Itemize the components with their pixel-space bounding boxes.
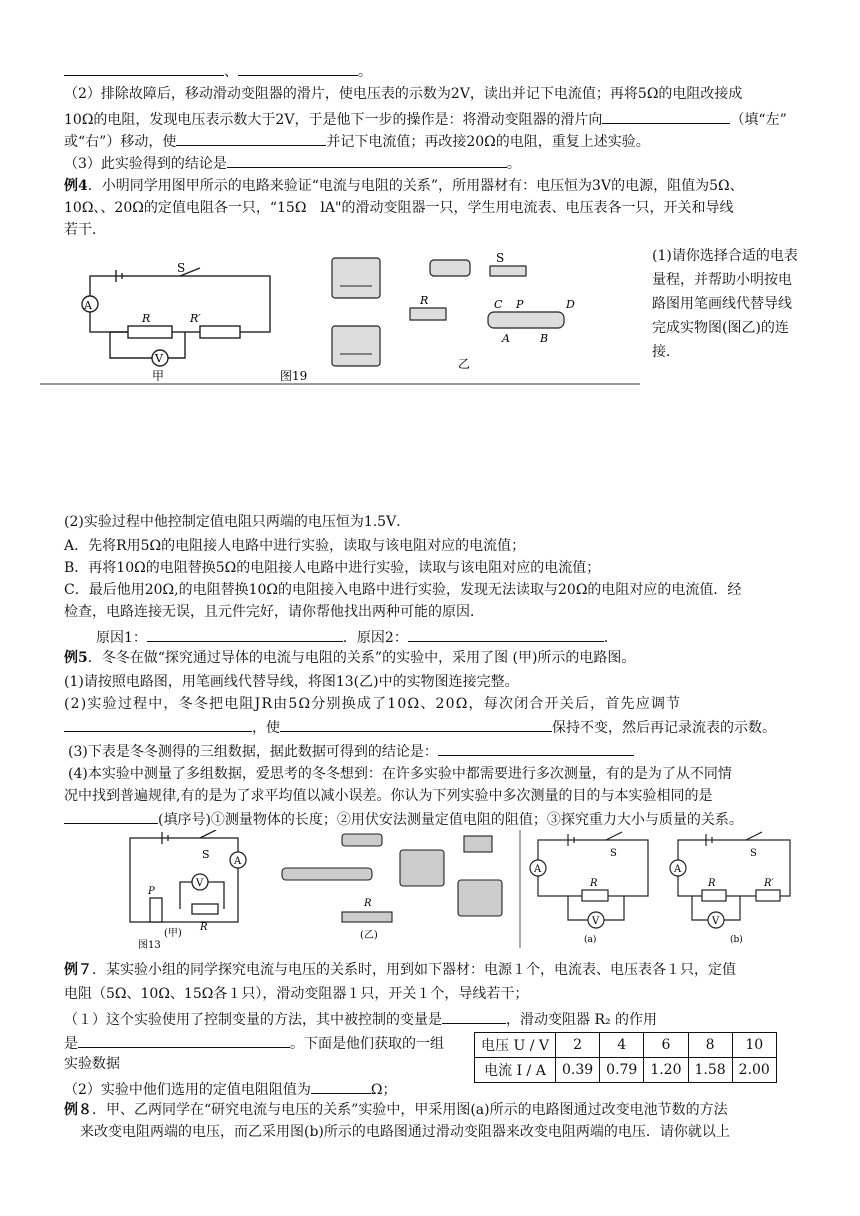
ex7-q2: （2）实验中他们选用的定值电阻阻值为 Ω； bbox=[64, 1078, 397, 1100]
table-cell: 2 bbox=[555, 1033, 599, 1058]
meter-2 bbox=[458, 880, 502, 916]
table-cell: 6 bbox=[644, 1033, 688, 1058]
fig-a-label-R: R bbox=[590, 878, 598, 889]
ex4-step-A: A．先将R用5Ω的电阻接人电路中进行实验，读取与该电阻对应的电流值； bbox=[64, 538, 526, 554]
label-S2: S bbox=[496, 251, 505, 265]
resistor bbox=[342, 912, 392, 922]
ex7-q1c: 实验数据 bbox=[64, 1056, 120, 1072]
blank-line-1: 、 。 bbox=[64, 60, 372, 82]
label-A: A bbox=[84, 299, 92, 312]
circuit-diagram-jia bbox=[82, 268, 270, 366]
caption-a: (a) bbox=[584, 935, 597, 945]
q2-line-a: （2）排除故障后，移动滑动变阻器的滑片，使电压表的示数为2V，读出并记下电流值；再将5Ω的电阻改接成 bbox=[64, 86, 743, 102]
terminal-C: C bbox=[494, 298, 503, 311]
answer-blank[interactable] bbox=[64, 60, 224, 76]
terminal-B: B bbox=[540, 332, 549, 345]
fig13-label-A: A bbox=[234, 856, 242, 867]
ex4-step-C2: 检查，电路连接无误，且元件完好，请你帮他找出两种可能的原因． bbox=[64, 604, 484, 620]
terminal-A: A bbox=[502, 332, 510, 345]
circuit-a bbox=[530, 832, 648, 928]
ex7-line-b: 电阻（5Ω、10Ω、15Ω各１只），滑动变阻器１只，开关１个，导线若干； bbox=[64, 986, 529, 1002]
answer-blank[interactable] bbox=[64, 716, 252, 732]
label-R2: R bbox=[420, 294, 429, 307]
fig-a-label-S: S bbox=[610, 848, 617, 859]
apparatus-drawing-yi bbox=[332, 258, 564, 366]
ex5-q4b: 况中找到普遍规律,有的是为了求平均值以减小误差。你认为下列实验中多次测量的目的与本实验相同的是 bbox=[64, 788, 713, 804]
answer-blank[interactable] bbox=[602, 108, 730, 124]
table-cell: 4 bbox=[600, 1033, 644, 1058]
ex5-q3: (3)下表是冬冬测得的三组数据，据此数据可得到的结论是： bbox=[68, 740, 634, 762]
terminal-P: P bbox=[516, 298, 524, 311]
data-table bbox=[474, 1032, 777, 1083]
answer-blank[interactable] bbox=[176, 130, 326, 146]
figure-13-row bbox=[120, 830, 800, 950]
caption-b: (b) bbox=[730, 935, 743, 945]
answer-blank[interactable] bbox=[311, 1078, 371, 1094]
rheostat bbox=[282, 868, 372, 880]
ex5-q2a: (2)实验过程中，冬冬把电阻JR由5Ω分别换成了10Ω、20Ω，每次闭合开关后，首先应调节 bbox=[64, 696, 682, 712]
fig13-caption-yi: (乙) bbox=[360, 930, 378, 941]
answer-blank[interactable] bbox=[227, 152, 507, 168]
meter-1 bbox=[400, 850, 444, 886]
circuit-13-jia bbox=[130, 830, 246, 922]
figure-19 bbox=[40, 246, 640, 386]
ex4-line-a: 例4．小明同学用图甲所示的电路来验证“电流与电阻的关系”，所用器材有：电压恒为3V的电源，阻值为5Ω、 bbox=[64, 178, 744, 194]
ex7-q1b: 是 。下面是他们获取的一组 bbox=[64, 1032, 444, 1054]
ex5-q2b: ，使 保持不变，然后再记录流表的示数。 bbox=[64, 716, 776, 738]
battery bbox=[342, 834, 382, 846]
ex5-q4a: (4)本实验中测量了多组数据，爱思考的冬冬想到：在许多实验中都需要进行多次测量，有的是为了从不同情 bbox=[68, 766, 732, 782]
table-header-current: 电流 I / A bbox=[475, 1058, 556, 1083]
q3-line: （3）此实验得到的结论是 。 bbox=[64, 152, 521, 174]
fig13-label-P: P bbox=[148, 886, 155, 897]
table-cell: 8 bbox=[688, 1033, 732, 1058]
resistor bbox=[410, 308, 446, 320]
ex7-line-a: 例７．某实验小组的同学探究电流与电压的关系时，用到如下器材：电源１个，电流表、电压表各１只，定值 bbox=[64, 962, 736, 978]
label-Rprime: R′ bbox=[190, 312, 201, 325]
answer-blank[interactable] bbox=[280, 716, 552, 732]
ex4-q2: (2)实验过程中他控制定值电阻只两端的电压恒为1.5V． bbox=[64, 514, 411, 530]
table-cell: 2.00 bbox=[732, 1058, 776, 1083]
table-cell: 10 bbox=[732, 1033, 776, 1058]
answer-blank[interactable] bbox=[78, 1032, 290, 1048]
switch-body bbox=[490, 266, 526, 276]
ex8-line-b: 来改变电阻两端的电压，而乙采用图(b)所示的电路图通过滑动变阻器来改变电阻两端的电压．请你就以上 bbox=[80, 1124, 730, 1140]
fig-b-label-A: A bbox=[674, 864, 682, 875]
fig-b-label-S: S bbox=[750, 848, 757, 859]
fig-a-label-V: V bbox=[592, 916, 600, 927]
ex5-q1: (1)请按照电路图，用笔画线代替导线，将图13(乙)中的实物图连接完整。 bbox=[64, 674, 519, 690]
fig-b-label-Rprime: R′ bbox=[764, 878, 774, 889]
battery bbox=[430, 260, 470, 276]
table-cell: 1.58 bbox=[688, 1058, 732, 1083]
q2-line-c: 或“右”）移动，使 并记下电流值；再改接20Ω的电阻，重复上述实验。 bbox=[64, 130, 650, 152]
table-cell: 1.20 bbox=[644, 1058, 688, 1083]
meter-top bbox=[332, 258, 380, 298]
ex4-step-B: B．再将10Ω的电阻替换5Ω的电阻接人电路中进行实验，读取与该电阻对应的电流值； bbox=[64, 560, 601, 576]
fig13-label-R: R bbox=[200, 922, 208, 933]
ex8-line-a: 例８．甲、乙两同学在“研究电流与电压的关系”实验中，甲采用图(a)所示的电路图通过改变电池节数的方法 bbox=[64, 1102, 728, 1118]
table-cell: 0.39 bbox=[555, 1058, 599, 1083]
answer-blank[interactable] bbox=[238, 60, 358, 76]
ex4-step-C1: C．最后他用20Ω,的电阻替换10Ω的电阻接入电路中进行实验，发现无法读取与20Ω的电阻对应的电流值．经 bbox=[64, 582, 742, 598]
caption-jia: 甲 bbox=[152, 369, 165, 383]
fig13-label-S: S bbox=[202, 848, 210, 861]
table-row bbox=[475, 1033, 777, 1058]
answer-blank[interactable] bbox=[64, 808, 158, 824]
label-R: R bbox=[142, 312, 151, 325]
figure-19-caption: 图19 bbox=[280, 369, 308, 383]
table-row bbox=[475, 1058, 777, 1083]
answer-blank[interactable] bbox=[438, 740, 634, 756]
answer-blank[interactable] bbox=[442, 1008, 506, 1024]
ex4-q1-side-text: (1)请你选择合适的电表量程，并帮助小明按电路图用笔画线代替导线完成实物图(图乙)的连接． bbox=[652, 248, 798, 360]
switch bbox=[464, 836, 492, 852]
meter-bottom bbox=[332, 326, 380, 366]
ex5-line-a: 例5．冬冬在做“探究通过导体的电流与电阻的关系”的实验中，采用了图 (甲)所示的电路图。 bbox=[64, 650, 636, 666]
label-S: S bbox=[177, 261, 186, 275]
table-cell: 0.79 bbox=[600, 1058, 644, 1083]
ex4-line-b: 10Ω、、20Ω的定值电阻各一只，“15Ω lA"的滑动变阻器一只，学生用电流表、电压表各一只，开关和导线 bbox=[64, 200, 734, 216]
fig-b-label-R: R bbox=[708, 878, 716, 889]
label-V: V bbox=[155, 352, 163, 365]
figure-13-caption: 图13 bbox=[138, 940, 161, 950]
fig13-label-V: V bbox=[196, 878, 204, 889]
table-header-voltage: 电压 U / V bbox=[475, 1033, 556, 1058]
fig13-caption-jia: (甲) bbox=[164, 928, 182, 939]
ex5-q4c: (填序号)①测量物体的长度；②用伏安法测量定值电阻的阻值；③探究重力大小与质量的关系。 bbox=[64, 808, 743, 830]
fig-b-label-V: V bbox=[712, 916, 720, 927]
ex7-q1a: （１）这个实验使用了控制变量的方法，其中被控制的变量是 ，滑动变阻器 R₂ 的作用 bbox=[64, 1008, 657, 1030]
terminal-D: D bbox=[566, 298, 575, 311]
ex4-line-c: 若干． bbox=[64, 222, 106, 238]
apparatus-13-yi bbox=[282, 834, 502, 922]
rheostat bbox=[488, 312, 564, 328]
caption-yi: 乙 bbox=[458, 357, 471, 371]
ex4-reasons: 原因1： ．原因2： ． bbox=[96, 626, 618, 648]
fig13-label-R2: R bbox=[364, 898, 372, 909]
answer-blank[interactable] bbox=[147, 626, 343, 642]
answer-blank[interactable] bbox=[408, 626, 604, 642]
fig-a-label-A: A bbox=[534, 864, 542, 875]
q2-line-b: 10Ω的电阻，发现电压表示数大于2V，于是他下一步的操作是：将滑动变阻器的滑片向 （填“左” bbox=[64, 108, 787, 130]
